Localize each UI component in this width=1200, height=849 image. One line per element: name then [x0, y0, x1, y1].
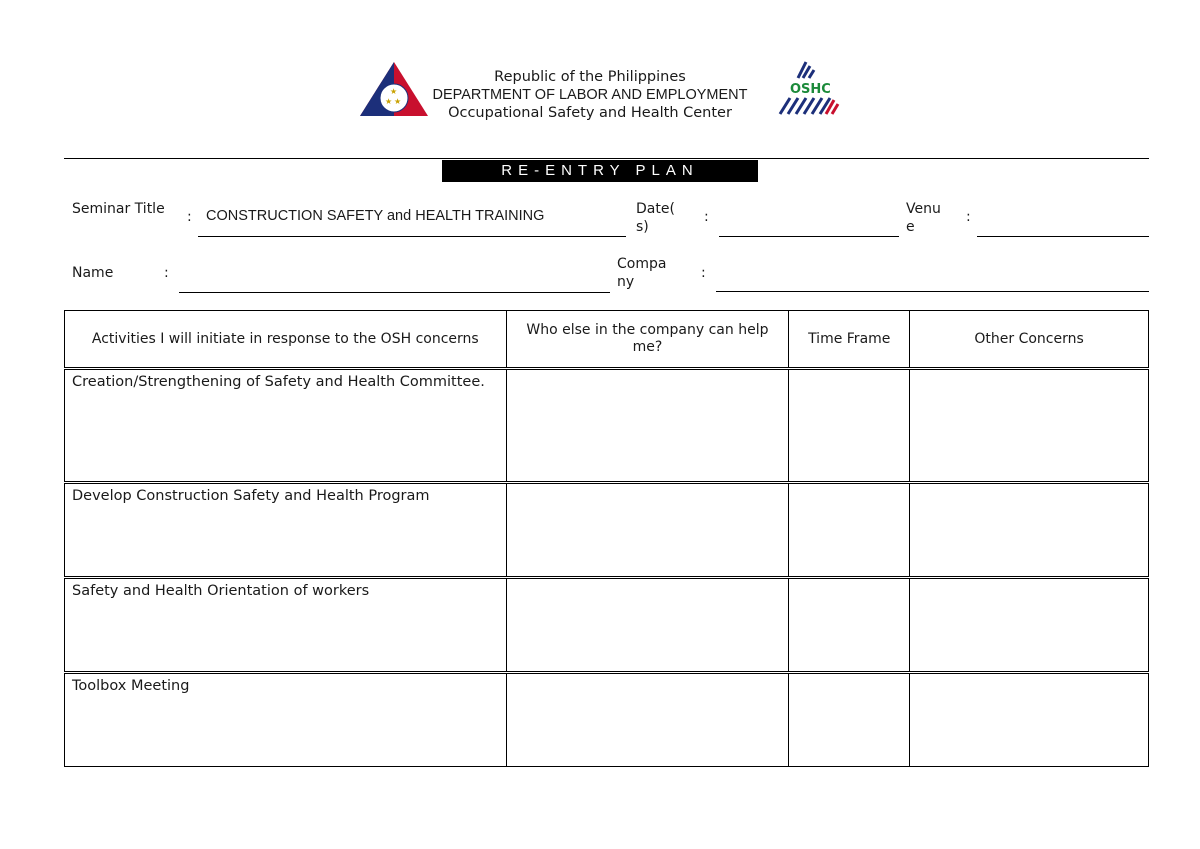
name-colon: :: [164, 265, 169, 281]
re-entry-plan-banner: RE-ENTRY PLAN: [442, 160, 758, 182]
table-row: [65, 369, 1149, 483]
dates-field[interactable]: [719, 236, 899, 237]
company-label-part2: ny: [617, 274, 635, 290]
company-field[interactable]: [716, 291, 1149, 292]
svg-text:OSHC: OSHC: [790, 82, 831, 97]
who-cell[interactable]: [506, 578, 789, 673]
venue-colon: :: [966, 209, 971, 225]
venue-label-part1: Venu: [906, 201, 941, 217]
company-label-part1: Compa: [617, 256, 667, 272]
name-field[interactable]: [179, 292, 610, 293]
activity-cell: Creation/Strengthening of Safety and Health Committee.: [65, 369, 507, 483]
center-line: Occupational Safety and Health Center: [448, 105, 732, 121]
who-cell[interactable]: [506, 369, 789, 483]
seminar-title-label: Seminar Title: [72, 201, 165, 217]
header-rule: [64, 158, 1149, 159]
who-cell[interactable]: [506, 673, 789, 767]
dates-colon: :: [704, 209, 709, 225]
dates-label-part1: Date(: [636, 201, 675, 217]
svg-text:★: ★: [385, 97, 393, 106]
who-cell[interactable]: [506, 483, 789, 578]
table-header-row: [65, 311, 1149, 369]
venue-label-part2: e: [906, 219, 915, 235]
activity-cell: Develop Construction Safety and Health Program: [65, 483, 507, 578]
header-other-concerns: Other Concerns: [910, 311, 1149, 369]
venue-field[interactable]: [977, 236, 1149, 237]
republic-line: Republic of the Philippines: [494, 69, 686, 85]
oshc-logo-icon: [776, 58, 844, 118]
table-row: [65, 578, 1149, 673]
re-entry-plan-table: [64, 310, 1149, 767]
activity-cell: Toolbox Meeting: [65, 673, 507, 767]
agency-header: [400, 68, 780, 122]
header-time-frame: Time Frame: [789, 311, 910, 369]
other-concerns-cell[interactable]: [910, 578, 1149, 673]
other-concerns-cell[interactable]: [910, 369, 1149, 483]
header-who-else: Who else in the company can help me?: [506, 311, 789, 369]
svg-text:★: ★: [394, 97, 402, 106]
seminar-title-value[interactable]: CONSTRUCTION SAFETY and HEALTH TRAINING: [206, 208, 545, 224]
svg-text:★: ★: [390, 87, 398, 96]
header-activities: Activities I will initiate in response to the OSH concerns: [65, 311, 507, 369]
name-label: Name: [72, 265, 114, 281]
company-colon: :: [701, 265, 706, 281]
other-concerns-cell[interactable]: [910, 673, 1149, 767]
activity-cell: Safety and Health Orientation of workers: [65, 578, 507, 673]
seminar-title-colon: :: [187, 209, 192, 225]
table-row: [65, 483, 1149, 578]
seminar-title-field[interactable]: [198, 236, 626, 237]
department-line: DEPARTMENT OF LABOR AND EMPLOYMENT: [432, 87, 748, 103]
time-frame-cell[interactable]: [789, 369, 910, 483]
time-frame-cell[interactable]: [789, 578, 910, 673]
time-frame-cell[interactable]: [789, 483, 910, 578]
dates-label-part2: s): [636, 219, 649, 235]
table-row: [65, 673, 1149, 767]
time-frame-cell[interactable]: [789, 673, 910, 767]
other-concerns-cell[interactable]: [910, 483, 1149, 578]
